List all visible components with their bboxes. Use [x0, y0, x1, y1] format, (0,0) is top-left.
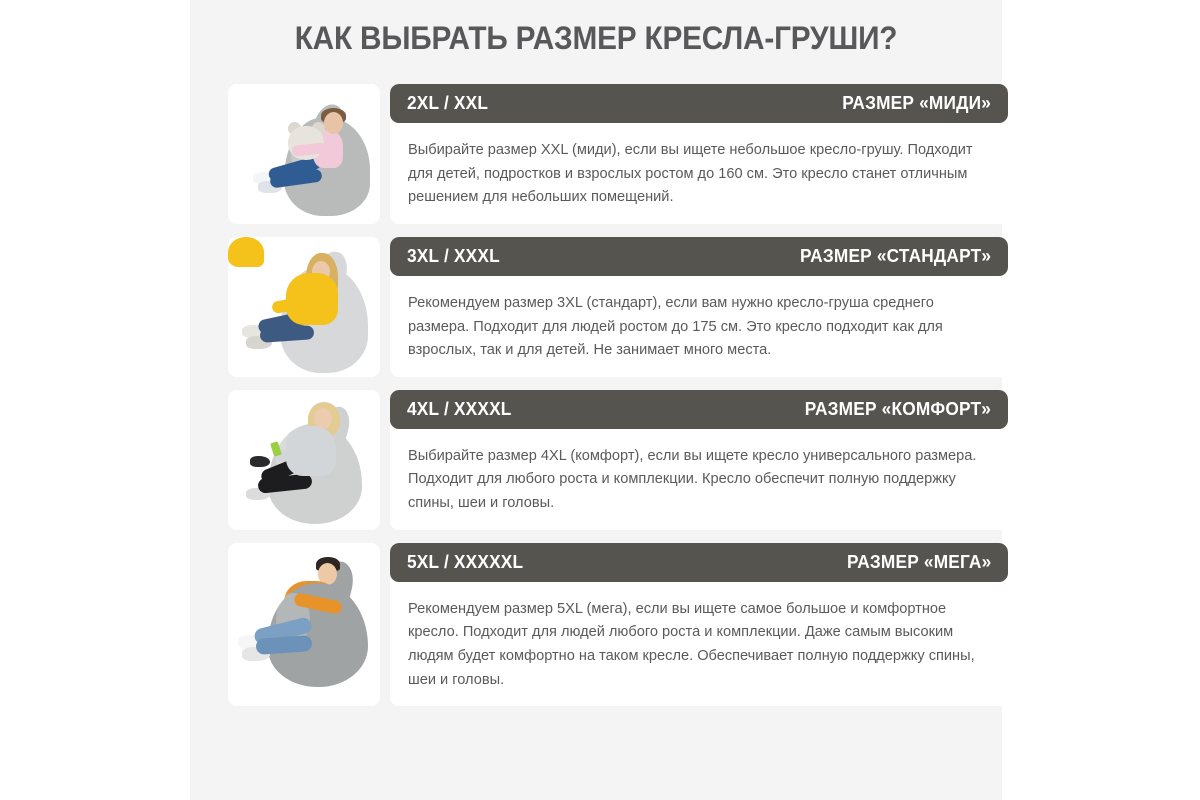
size-description — [390, 123, 1008, 224]
size-name-label: РАЗМЕР «МИДИ» — [842, 93, 991, 113]
bean-bag-illustration — [228, 543, 380, 707]
size-card — [390, 84, 1008, 224]
size-card — [390, 543, 1008, 707]
product-photo-5xl[interactable] — [228, 543, 380, 707]
size-rows — [228, 84, 1008, 719]
size-description-text: Рекомендуем размер 3XL (стандарт), если вам нужно кресло-груша среднего размера. Подходит для людей ростом до 175 см. Это кресло подходит как для взрослых, так и для детей. Не занимает много места. — [408, 294, 943, 359]
size-row — [228, 84, 1008, 224]
size-header-bar — [390, 84, 1008, 123]
size-description — [390, 429, 1008, 530]
head-shape — [324, 112, 343, 134]
product-photo-4xl[interactable] — [228, 390, 380, 530]
size-name-label: РАЗМЕР «КОМФОРТ» — [804, 398, 991, 419]
size-name-label: РАЗМЕР «СТАНДАРТ» — [799, 245, 991, 266]
size-code-label: 4XL / XXXXL — [407, 398, 512, 419]
shoe-icon — [250, 456, 270, 467]
size-card — [390, 390, 1008, 530]
product-photo-2xl[interactable] — [228, 84, 380, 224]
size-row — [228, 543, 1008, 707]
infographic-panel — [190, 0, 1002, 800]
size-name-label: РАЗМЕР «МЕГА» — [846, 551, 991, 572]
size-code-label: 2XL / XXL — [407, 93, 489, 113]
size-row — [228, 237, 1008, 377]
size-description-text: Выбирайте размер XXL (миди), если вы ищете небольшое кресло-грушу. Подходит для детей, подростков и взрослых ростом до 160 см. Это кресло станет отличным решением для небольших помещений. — [408, 142, 973, 206]
size-header-bar — [390, 390, 1008, 429]
size-code-label: 5XL / XXXXXL — [407, 551, 524, 572]
page-title: КАК ВЫБРАТЬ РАЗМЕР КРЕСЛА-ГРУШИ? — [294, 20, 898, 56]
size-header-bar — [390, 543, 1008, 582]
size-row — [228, 390, 1008, 530]
bean-bag-illustration — [228, 84, 380, 224]
size-description — [390, 276, 1008, 377]
size-description — [390, 582, 1008, 707]
size-code-label: 3XL / XXXL — [407, 245, 500, 266]
bean-bag-illustration — [228, 237, 380, 377]
size-card — [390, 237, 1008, 377]
product-photo-3xl[interactable] — [228, 237, 380, 377]
hood-shape — [228, 237, 264, 267]
size-description-text: Выбирайте размер 4XL (комфорт), если вы ищете кресло универсального размера. Подходит для любого роста и комплекции. Кресло обеспечит полную поддержку спины, шеи и головы. — [408, 447, 977, 512]
size-header-bar — [390, 237, 1008, 276]
size-description-text: Рекомендуем размер 5XL (мега), если вы ищете самое большое и комфортное кресло. Подходит для людей любого роста и комплекции. Даже самым высоким людям будет комфортно на таком кресле. Обеспечивает полную поддержку спины, шеи и головы. — [408, 600, 975, 688]
bean-bag-illustration — [228, 390, 380, 530]
